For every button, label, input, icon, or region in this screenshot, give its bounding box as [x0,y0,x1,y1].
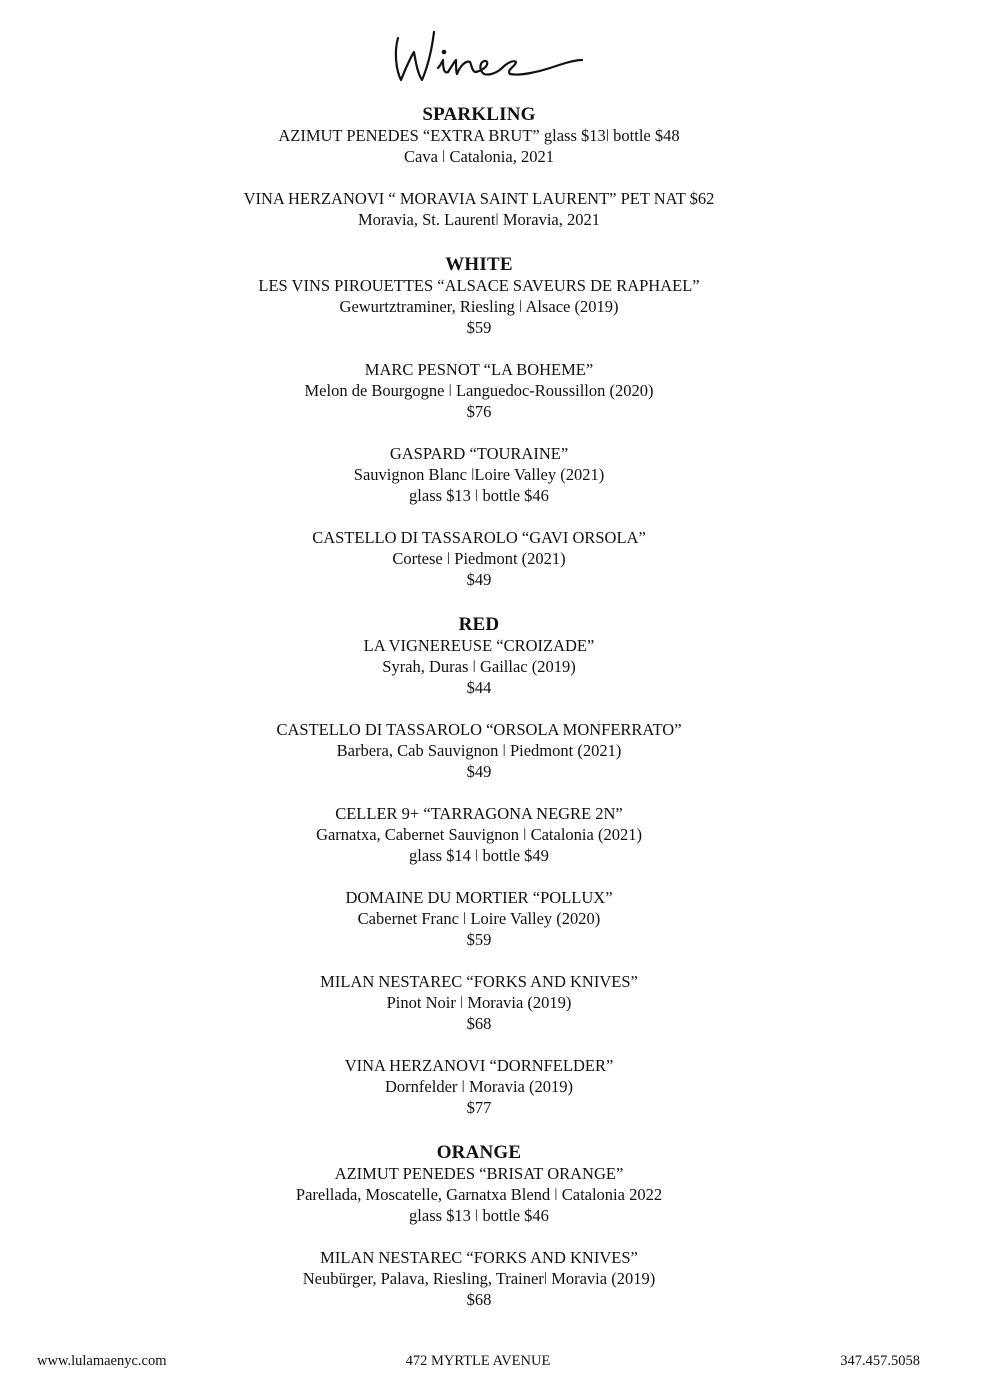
wine-name: VINA HERZANOVI “DORNFELDER” [344,1056,614,1075]
wine-details: Garnatxa, Cabernet Sauvignon ǀ Catalonia (2021) [316,825,642,844]
wine-entry [0,188,958,230]
wines-script-title [390,22,610,88]
wine-entry [0,719,958,782]
wine-details: Moravia, St. Laurentǀ Moravia, 2021 [357,210,601,229]
wine-details: Cortese ǀ Piedmont (2021) [392,549,566,568]
entry-spacer [0,338,958,359]
entry-spacer [0,698,958,719]
wine-price: $77 [466,1098,492,1117]
wine-entry [0,887,958,950]
page-footer [0,1351,1000,1373]
wine-name: DOMAINE DU MORTIER “POLLUX” [345,888,613,907]
wine-entry [0,971,958,1034]
wine-name: GASPARD “TOURAINE” [389,444,569,463]
wine-name: LA VIGNEREUSE “CROIZADE” [363,636,595,655]
wine-price: glass $14 ǀ bottle $49 [409,846,549,865]
wine-name: MILAN NESTAREC “FORKS AND KNIVES” [320,1248,638,1267]
wine-entry [0,125,958,167]
wine-entry [0,803,958,866]
footer-website[interactable]: www.lulamaenyc.com [37,1353,167,1369]
section-heading-sparkling: SPARKLING [422,104,536,125]
wine-name: CASTELLO DI TASSAROLO “ORSOLA MONFERRATO” [276,720,682,739]
wine-details: Melon de Bourgogne ǀ Languedoc-Roussillon (2020) [304,381,654,400]
wine-name: CELLER 9+ “TARRAGONA NEGRE 2N” [335,804,623,823]
section-spacer [0,590,958,614]
wine-entry [0,1247,958,1310]
wine-details: Cabernet Franc ǀ Loire Valley (2020) [357,909,601,928]
wine-details: Barbera, Cab Sauvignon ǀ Piedmont (2021) [336,741,622,760]
wine-list [0,104,958,1310]
wine-price: $49 [466,762,492,781]
wine-details: Pinot Noir ǀ Moravia (2019) [386,993,572,1012]
wine-entry [0,359,958,422]
wine-name: CASTELLO DI TASSAROLO “GAVI ORSOLA” [312,528,646,547]
wine-entry [0,635,958,698]
wine-entry [0,443,958,506]
wine-price: $76 [466,402,492,421]
wine-price: $59 [466,930,492,949]
wine-entry [0,527,958,590]
section-heading-white: WHITE [445,254,513,275]
wine-name: MILAN NESTAREC “FORKS AND KNIVES” [320,972,638,991]
wine-entry [0,275,958,338]
wine-price: $44 [466,678,492,697]
section-spacer [0,230,958,254]
wine-price: glass $13 ǀ bottle $46 [409,1206,549,1225]
entry-spacer [0,950,958,971]
footer-phone[interactable]: 347.457.5058 [840,1353,920,1369]
wine-details: Dornfelder ǀ Moravia (2019) [385,1077,573,1096]
wine-details: Gewurtztraminer, Riesling ǀ Alsace (2019) [339,297,619,316]
section-heading-red: RED [458,614,500,635]
wine-name: VINA HERZANOVI “ MORAVIA SAINT LAURENT” PET NAT $62 [243,189,715,208]
section-heading-orange: ORANGE [436,1142,522,1163]
wine-details: Syrah, Duras ǀ Gaillac (2019) [382,657,576,676]
footer-address: 472 MYRTLE AVENUE [405,1353,551,1369]
wine-name: AZIMUT PENEDES “EXTRA BRUT” glass $13ǀ bottle $48 [278,126,680,145]
entry-spacer [0,1034,958,1055]
wine-price: $59 [466,318,492,337]
entry-spacer [0,782,958,803]
entry-spacer [0,506,958,527]
wine-price: $68 [466,1290,492,1309]
wine-name: MARC PESNOT “LA BOHEME” [364,360,594,379]
entry-spacer [0,167,958,188]
wine-details: Neubürger, Palava, Riesling, Trainerǀ Moravia (2019) [302,1269,656,1288]
entry-spacer [0,866,958,887]
wine-entry [0,1055,958,1118]
entry-spacer [0,422,958,443]
wine-price: $49 [466,570,492,589]
wine-details: Sauvignon Blanc ǀLoire Valley (2021) [353,465,605,484]
menu-title-wrap [0,22,1000,93]
entry-spacer [0,1226,958,1247]
wine-details: Cava ǀ Catalonia, 2021 [404,147,554,166]
wine-name: LES VINS PIROUETTES “ALSACE SAVEURS DE RAPHAEL” [258,276,700,295]
wine-entry [0,1163,958,1226]
wine-details: Parellada, Moscatelle, Garnatxa Blend ǀ Catalonia 2022 [295,1185,663,1204]
wine-price: glass $13 ǀ bottle $46 [409,486,549,505]
wine-name: AZIMUT PENEDES “BRISAT ORANGE” [334,1164,624,1183]
section-spacer [0,1118,958,1142]
wine-price: $68 [466,1014,492,1033]
